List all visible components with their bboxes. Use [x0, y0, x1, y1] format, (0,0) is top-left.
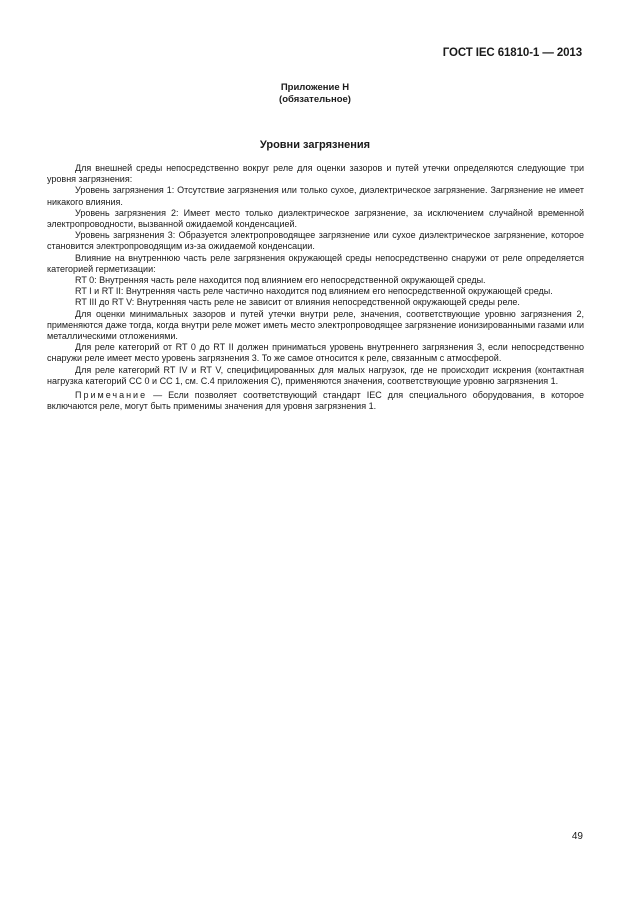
paragraph: Влияние на внутреннюю часть реле загрязнения окружающей среды непосредственно снаружи от реле определяется категорией герметизации:	[47, 252, 584, 274]
paragraph: Для оценки минимальных зазоров и путей утечки внутри реле, значения, соответствующие уровню загрязнения 2, применяются даже тогда, когда внутри реле может иметь место электропроводящее загрязнение ионизированными газами или металлическими отложениями.	[47, 308, 584, 342]
section-title: Уровни загрязнения	[259, 139, 371, 151]
annex-heading	[0, 82, 630, 106]
note-label: Примечание	[75, 390, 148, 401]
paragraph: Уровень загрязнения 3: Образуется электропроводящее загрязнение или сухое диэлектрическое загрязнение, которое становится электропроводящим из-за ожидаемой конденсации.	[47, 230, 584, 252]
note-paragraph	[47, 390, 584, 412]
body-text	[47, 163, 584, 412]
paragraph: Уровень загрязнения 1: Отсутствие загрязнения или только сухое, диэлектрическое загрязнение. Загрязнение не имеет никакого влияния.	[47, 185, 584, 207]
paragraph: Для реле категорий RT IV и RT V, специфицированных для малых нагрузок, где не происходит искрения (контактная нагрузка категорий СС 0 и СС 1, см. С.4 приложения С), применяются значения, соответствующие уровню загрязнения 1.	[47, 364, 584, 386]
paragraph: Уровень загрязнения 2: Имеет место только диэлектрическое загрязнение, за исключением случайной временной электропроводности, вызванной ожидаемой конденсацией.	[47, 207, 584, 230]
paragraph: RT I и RT II: Внутренняя часть реле частично находится под влиянием его непосредственной окружающей среды.	[75, 286, 553, 297]
annex-title: Приложение Н	[280, 82, 350, 93]
document-standard-header: ГОСТ IEC 61810-1 — 2013	[442, 47, 582, 59]
paragraph: Для внешней среды непосредственно вокруг реле для оценки зазоров и путей утечки определяются следующие три уровня загрязнения:	[47, 163, 584, 185]
paragraph: RT 0: Внутренняя часть реле находится под влиянием его непосредственной окружающей среды.	[75, 275, 486, 286]
page-number: 49	[571, 831, 583, 842]
paragraph: RT III до RT V: Внутренняя часть реле не зависит от влияния непосредственной окружающей среды реле.	[75, 297, 520, 308]
note-text: — Если позволяет соответствующий стандарт IEC для специального оборудования, в которое включаются реле, могут быть применимы значения для уровня загрязнения 1.	[47, 390, 584, 412]
paragraph: Для реле категорий от RT 0 до RT II должен приниматься уровень внутреннего загрязнения 3, если непосредственно снаружи реле имеет место уровень загрязнения 3. То же самое относится к реле, связанным с атмосферой.	[47, 342, 584, 364]
annex-status: (обязательное)	[279, 94, 351, 105]
